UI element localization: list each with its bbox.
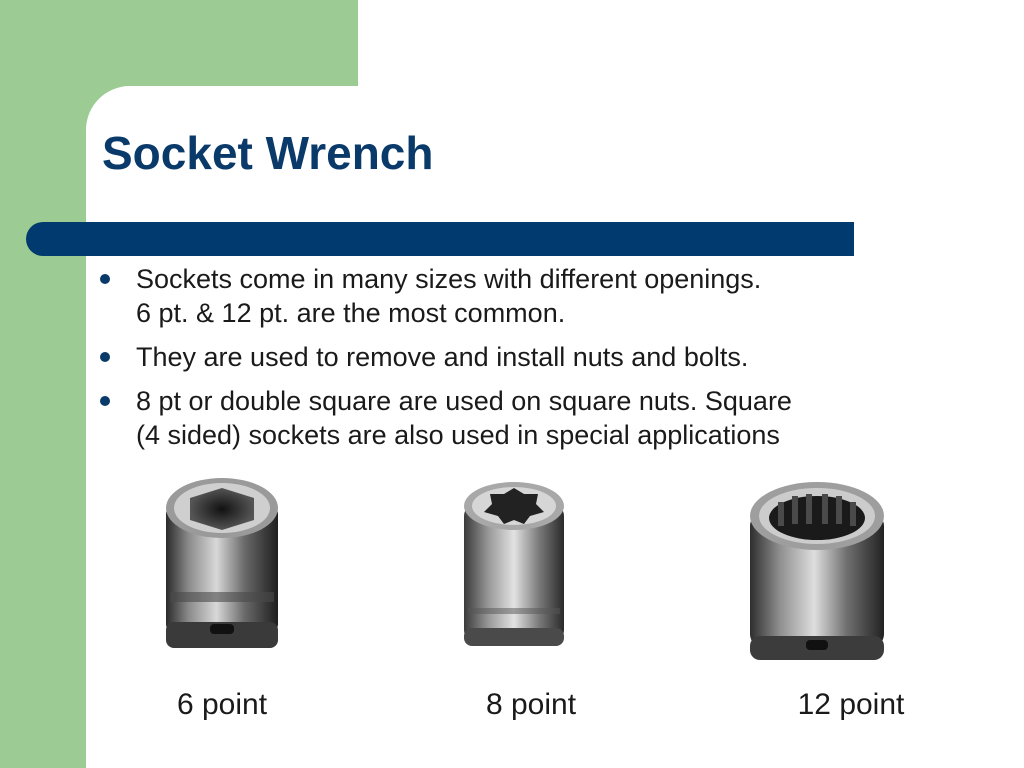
bullet-list	[100, 262, 1000, 462]
bullet-dot	[100, 396, 110, 406]
bullet-text: 8 pt or double square are used on square nuts. Square	[136, 386, 792, 416]
bullet-text: Sockets come in many sizes with different openings.	[136, 264, 762, 294]
twelve-point-socket-image	[744, 478, 890, 664]
bullet-text: They are used to remove and install nuts and bolts.	[136, 342, 749, 372]
bullet-text: (4 sided) sockets are also used in special applications	[136, 420, 780, 450]
bullet-item	[100, 262, 1000, 330]
socket-caption: 12 point	[797, 688, 905, 721]
title-underline-bar	[26, 222, 854, 256]
bullet-item	[100, 340, 1000, 374]
bullet-item	[100, 384, 1000, 452]
socket-caption: 6 point	[176, 688, 268, 721]
slide-title: Socket Wrench	[102, 127, 434, 179]
socket-caption: 8 point	[485, 688, 577, 721]
bullet-dot	[100, 274, 110, 284]
eight-point-socket-image	[458, 478, 570, 650]
six-point-socket-image	[160, 474, 284, 654]
bullet-dot	[100, 352, 110, 362]
top-white-region	[358, 0, 1024, 90]
bullet-text: 6 pt. & 12 pt. are the most common.	[136, 298, 566, 328]
